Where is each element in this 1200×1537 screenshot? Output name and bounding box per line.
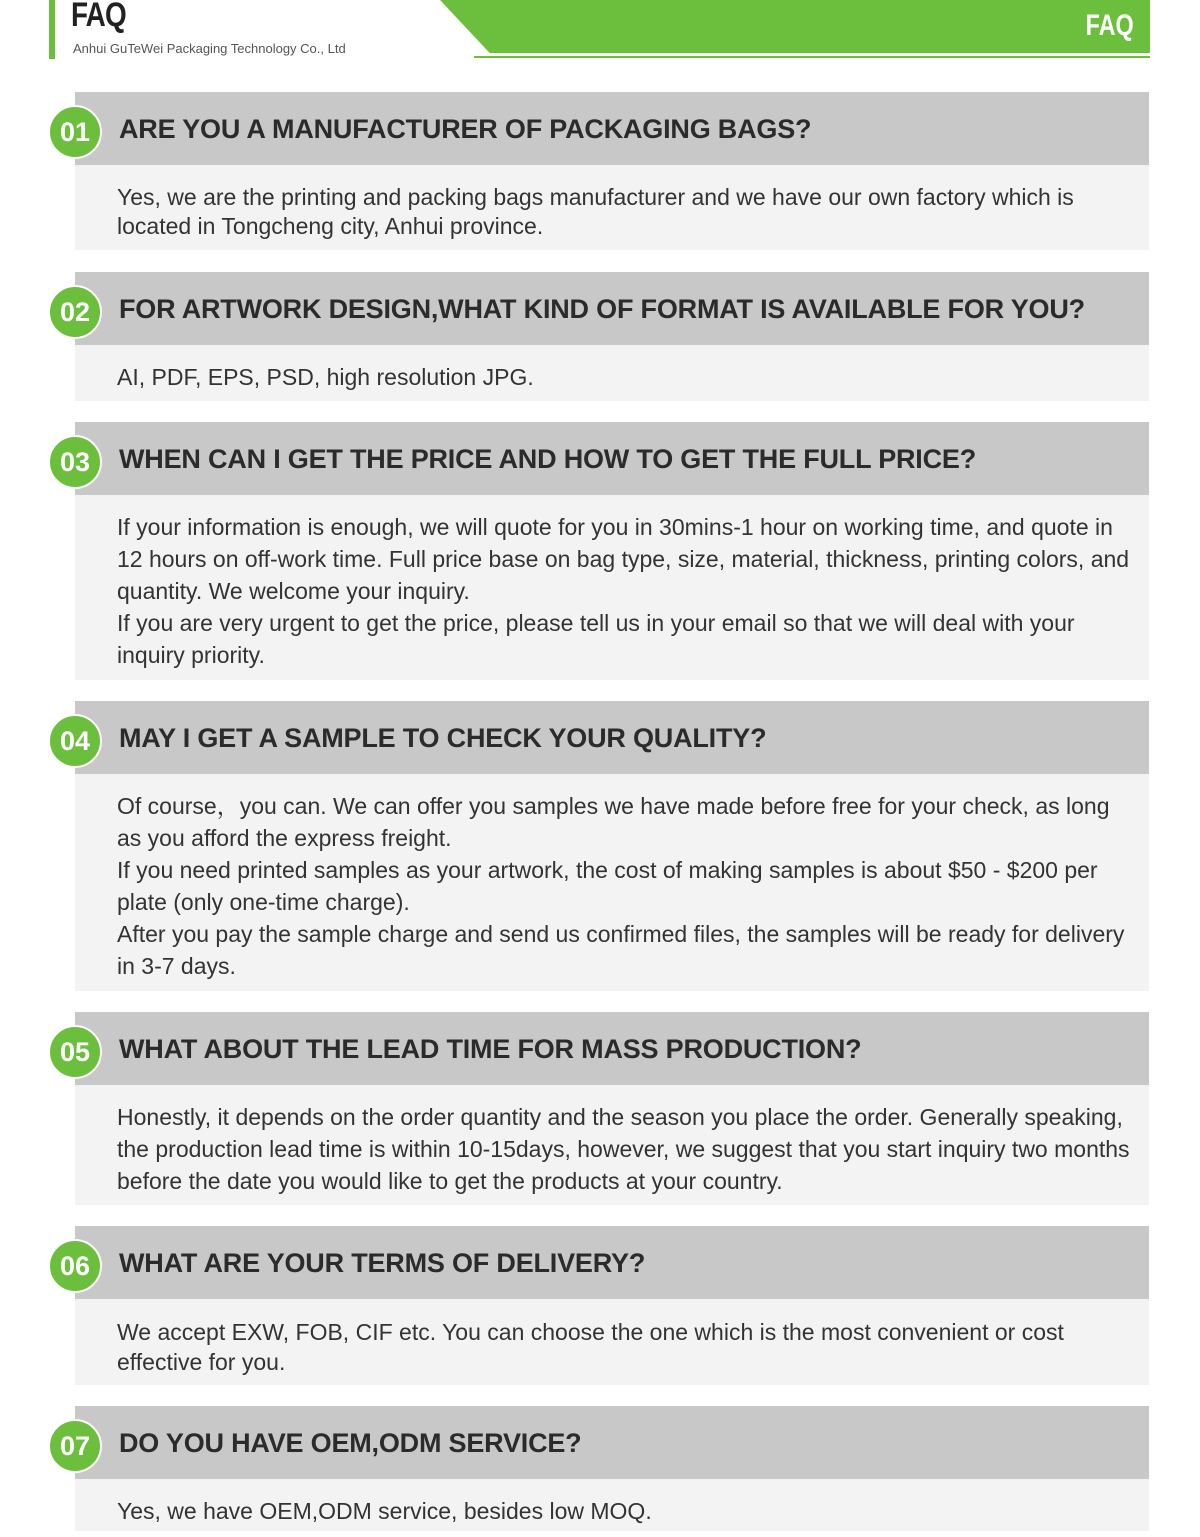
answer-box bbox=[75, 1085, 1149, 1205]
answer-text: Honestly, it depends on the order quantity and the season you place the order. Generally speaking, the production lead time is within 10-15days, however, we suggest that you start inquiry two months before the date you would like to get the products at your country. bbox=[117, 1104, 1130, 1194]
question-text: WHEN CAN I GET THE PRICE AND HOW TO GET THE FULL PRICE? bbox=[119, 444, 977, 474]
question-number: 07 bbox=[48, 1419, 102, 1473]
answer-box bbox=[75, 774, 1149, 991]
answer-text: If your information is enough, we will quote for you in 30mins-1 hour on working time, and quote in 12 hours on off-work time. Full price base on bag type, size, material, thickness, printing colors, and quantity. We welcome your inquiry. bbox=[117, 514, 1130, 604]
answer-box bbox=[75, 165, 1149, 250]
answer-text: We accept EXW, FOB, CIF etc. You can choose the one which is the most convenient or cost effective for you. bbox=[117, 1319, 1064, 1375]
answer-box bbox=[75, 1299, 1149, 1385]
answer-text: AI, PDF, EPS, PSD, high resolution JPG. bbox=[117, 364, 534, 390]
question-text: WHAT ARE YOUR TERMS OF DELIVERY? bbox=[119, 1248, 646, 1278]
question-text: DO YOU HAVE OEM,ODM SERVICE? bbox=[119, 1428, 582, 1458]
question-number: 01 bbox=[48, 105, 102, 159]
answer-text: After you pay the sample charge and send us confirmed files, the samples will be ready for delivery in 3-7 days. bbox=[117, 921, 1125, 979]
question-number: 04 bbox=[48, 714, 102, 768]
question-text: WHAT ABOUT THE LEAD TIME FOR MASS PRODUCTION? bbox=[119, 1034, 862, 1064]
page-title: FAQ bbox=[71, 0, 126, 34]
header-badge: FAQ bbox=[1085, 9, 1134, 42]
answer-text: If you need printed samples as your artwork, the cost of making samples is about $50 - $200 per plate (only one-time charge). bbox=[117, 857, 1098, 915]
header-green-banner bbox=[440, 0, 1150, 53]
answer-box bbox=[75, 495, 1149, 680]
header-underline bbox=[474, 56, 1150, 58]
answer-text: Yes, we are the printing and packing bags manufacturer and we have our own factory which is located in Tongcheng city, Anhui province. bbox=[117, 184, 1074, 239]
question-number: 05 bbox=[48, 1025, 102, 1079]
answer-text: Yes, we have OEM,ODM service, besides low MOQ. bbox=[117, 1498, 652, 1524]
question-text: ARE YOU A MANUFACTURER OF PACKAGING BAGS? bbox=[119, 114, 812, 144]
question-number: 06 bbox=[48, 1239, 102, 1293]
answer-text: If you are very urgent to get the price, please tell us in your email so that we will deal with your inquiry priority. bbox=[117, 610, 1075, 668]
answer-box bbox=[75, 345, 1149, 401]
answer-box bbox=[75, 1479, 1149, 1531]
header-accent-bar bbox=[49, 0, 55, 59]
question-text: FOR ARTWORK DESIGN,WHAT KIND OF FORMAT IS AVAILABLE FOR YOU? bbox=[119, 294, 1085, 324]
question-text: MAY I GET A SAMPLE TO CHECK YOUR QUALITY? bbox=[119, 723, 767, 753]
company-name: Anhui GuTeWei Packaging Technology Co., Ltd bbox=[73, 41, 346, 56]
question-number: 02 bbox=[48, 285, 102, 339]
question-number: 03 bbox=[48, 435, 102, 489]
answer-text: Of course，you can. We can offer you samples we have made before free for your check, as long as you afford the express freight. bbox=[117, 793, 1110, 851]
